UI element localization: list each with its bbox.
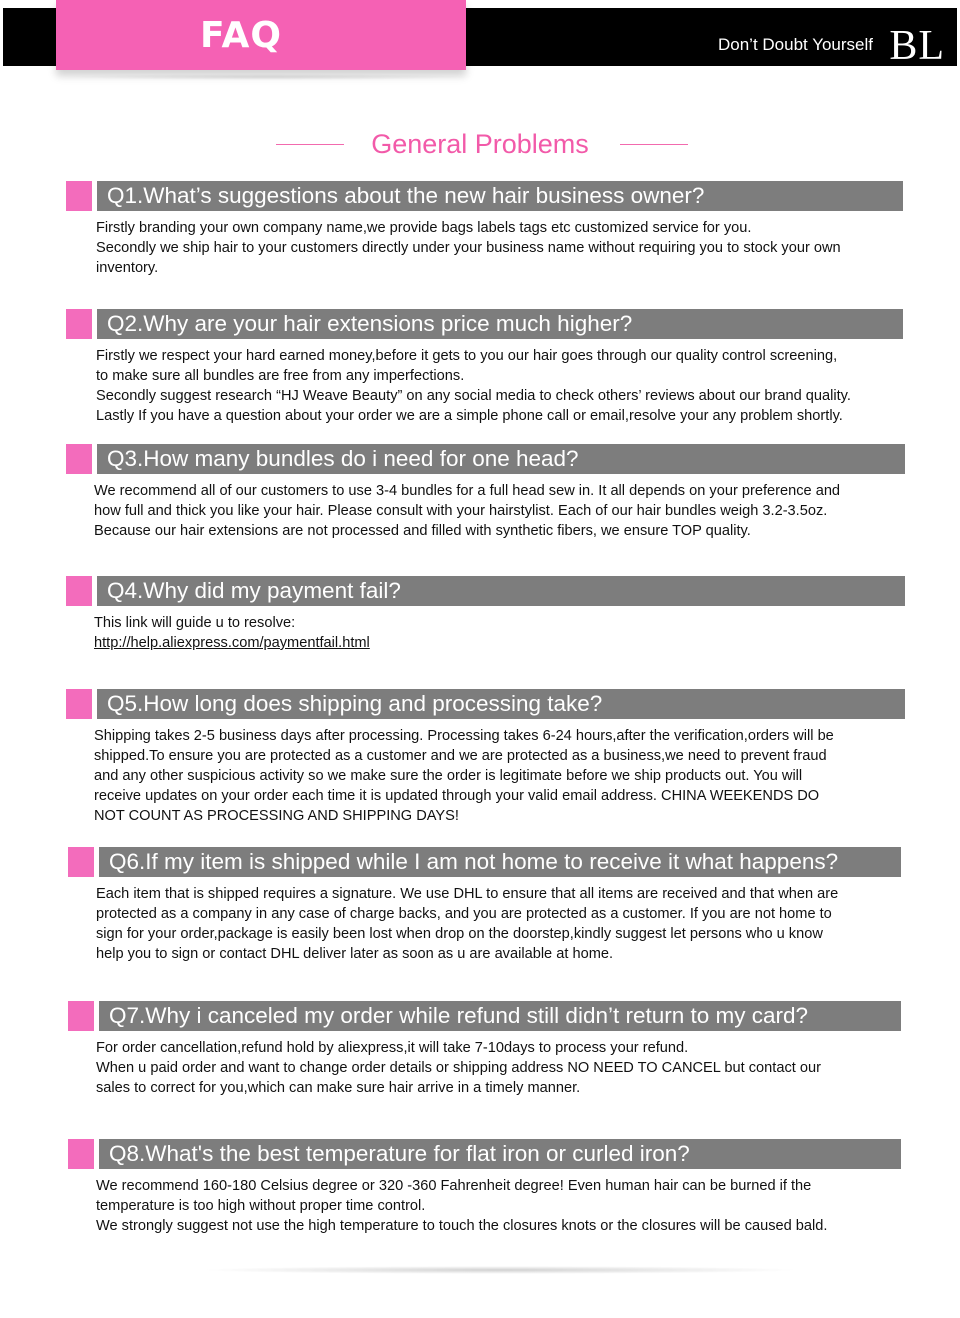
answer-1 — [96, 218, 916, 278]
answer-line: temperature is too high without proper time control. — [96, 1198, 426, 1214]
section-title: General Problems — [371, 129, 589, 159]
answer-line: protected as a company in any case of charge backs, and you are protected as a customer. If you are not home to — [96, 906, 832, 922]
answer-line: For order cancellation,refund hold by aliexpress,it will take 7-10days to process your refund. — [96, 1040, 689, 1056]
question-marker-5 — [66, 689, 92, 719]
question-title-5: Q5.How long does shipping and processing take? — [107, 691, 603, 716]
question-marker-4 — [66, 576, 92, 606]
question-marker-2 — [66, 309, 92, 339]
answer-8 — [96, 1176, 926, 1236]
question-title-2: Q2.Why are your hair extensions price much higher? — [107, 311, 633, 336]
answer-line: sign for your order,package is easily been lost when drop on the doorstep,kindly suggest let persons who u know — [96, 926, 823, 942]
answer-4 — [94, 613, 924, 653]
answer-line: inventory. — [96, 260, 159, 276]
answer-5 — [94, 726, 924, 826]
answer-line: When u paid order and want to change order details or shipping address NO NEED TO CANCEL but contact our — [96, 1060, 821, 1076]
answer-line: to make sure all bundles are free from any imperfections. — [96, 368, 465, 384]
question-title-1: Q1.What’s suggestions about the new hair business owner? — [107, 183, 705, 208]
question-bar-4 — [97, 576, 905, 606]
answer-line: shipped.To ensure you are protected as a customer and we are protected as a business,we need to prevent fraud — [94, 748, 827, 764]
answer-line: and any other suspicious activity so we make sure the order is legitimate before we ship products out. You will — [94, 768, 803, 784]
question-title-4: Q4.Why did my payment fail? — [107, 578, 401, 603]
answer-line: how full and thick you like your hair. Please consult with your hairstylist. Each of our hair bundles weigh 3.2-3.5oz. — [94, 503, 828, 519]
section-heading — [0, 124, 960, 164]
question-bar-2 — [97, 309, 903, 339]
answer-line: This link will guide u to resolve: — [94, 615, 296, 631]
question-title-7: Q7.Why i canceled my order while refund still didn’t return to my card? — [109, 1003, 809, 1028]
answer-line: Firstly we respect your hard earned money,before it gets to you our hair goes through our quality control screening, — [96, 348, 838, 364]
question-bar-5 — [97, 689, 905, 719]
answer-6 — [96, 884, 926, 964]
question-bar-3 — [97, 444, 905, 474]
answer-line: We recommend 160-180 Celsius degree or 320 -360 Fahrenheit degree! Even human hair can be burned if the — [96, 1178, 812, 1194]
heading-divider-right — [620, 144, 688, 145]
answer-line: NOT COUNT AS PROCESSING AND SHIPPING DAYS! — [94, 808, 459, 824]
question-title-3: Q3.How many bundles do i need for one head? — [107, 446, 579, 471]
answer-line: Secondly we ship hair to your customers directly under your business name without requiring you to stock your own — [96, 240, 841, 256]
question-marker-7 — [68, 1001, 94, 1031]
answer-line: Firstly branding your own company name,we provide bags labels tags etc customized service for you. — [96, 220, 752, 236]
answer-line: Secondly suggest research “HJ Weave Beauty” on any social media to check others’ reviews about our brand quality. — [96, 388, 851, 404]
faq-title: FAQ — [200, 15, 282, 56]
answer-line: help you to sign or contact DHL deliver later as soon as u are available at home. — [96, 946, 614, 962]
question-title-8: Q8.What's the best temperature for flat iron or curled iron? — [109, 1141, 690, 1166]
answer-line: We strongly suggest not use the high temperature to touch the closures knots or the closures will be caused bald. — [96, 1218, 828, 1234]
question-marker-6 — [68, 847, 94, 877]
footer-shadow — [200, 1266, 800, 1274]
answer-2 — [96, 346, 936, 426]
question-title-6: Q6.If my item is shipped while I am not home to receive it what happens? — [109, 849, 839, 874]
tagline: Don’t Doubt Yourself — [718, 35, 873, 54]
question-marker-8 — [68, 1139, 94, 1169]
question-bar-6 — [99, 847, 901, 877]
answer-line: Shipping takes 2-5 business days after processing. Processing takes 6-24 hours,after the verification,orders will be — [94, 728, 834, 744]
payment-help-link[interactable]: http://help.aliexpress.com/paymentfail.html — [94, 635, 370, 651]
answer-line: Each item that is shipped requires a signature. We use DHL to ensure that all items are received and that when are — [96, 886, 839, 902]
header-shadow — [58, 74, 478, 80]
answer-line: receive updates on your order each time it is updated through your valid email address. CHINA WEEKENDS DO — [94, 788, 820, 804]
answer-line: Because our hair extensions are not processed and filled with synthetic fibers, we ensure TOP quality. — [94, 523, 751, 539]
answer-line: sales to correct for you,which can make sure hair arrive in a timely manner. — [96, 1080, 581, 1096]
question-bar-7 — [99, 1001, 901, 1031]
question-bar-8 — [99, 1139, 901, 1169]
question-marker-1 — [66, 181, 92, 211]
brand-logo: BL — [889, 23, 945, 69]
heading-divider-left — [276, 144, 344, 145]
faq-tab — [56, 0, 466, 70]
answer-7 — [96, 1038, 926, 1098]
question-bar-1 — [97, 181, 903, 211]
answer-line: We recommend all of our customers to use 3-4 bundles for a full head sew in. It all depends on your preference and — [94, 483, 841, 499]
question-marker-3 — [66, 444, 92, 474]
answer-line: Lastly If you have a question about your order we are a simple phone call or email,resolve your any problem shortly. — [96, 408, 843, 424]
answer-3 — [94, 481, 924, 541]
